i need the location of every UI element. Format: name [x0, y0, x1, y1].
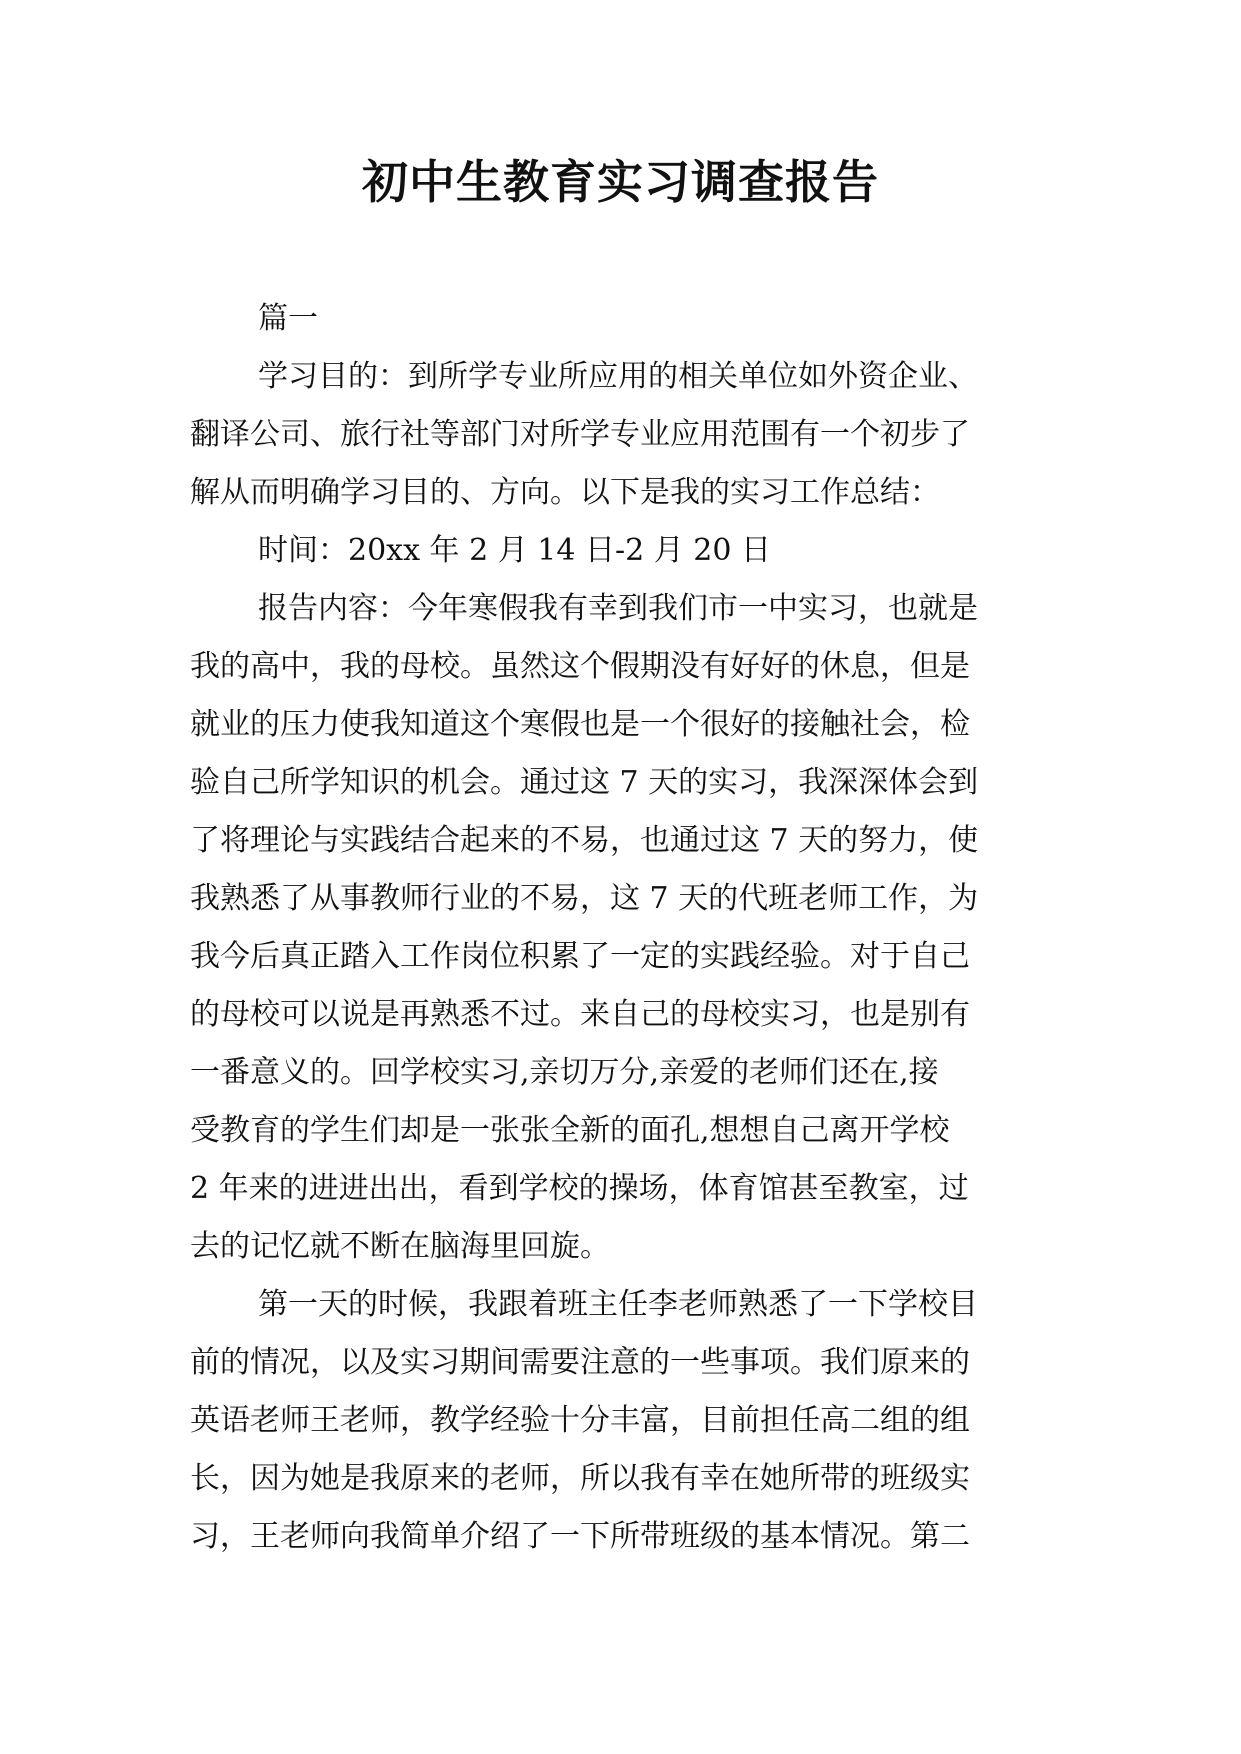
- paragraph-line: 的母校可以说是再熟悉不过。来自己的母校实习，也是别有: [190, 997, 970, 1032]
- section-heading: 篇一: [258, 301, 318, 336]
- paragraph-line: 前的情况，以及实习期间需要注意的一些事项。我们原来的: [190, 1345, 970, 1380]
- document-title: 初中生教育实习调查报告: [362, 155, 879, 209]
- paragraph-line: 时间：20xx 年 2 月 14 日-2 月 20 日: [258, 533, 771, 568]
- paragraph-line: 报告内容：今年寒假我有幸到我们市一中实习，也就是: [258, 591, 978, 626]
- paragraph-line: 我今后真正踏入工作岗位积累了一定的实践经验。对于自己: [190, 939, 970, 974]
- paragraph-line: 翻译公司、旅行社等部门对所学专业应用范围有一个初步了: [190, 417, 970, 452]
- paragraph-line: 习，王老师向我简单介绍了一下所带班级的基本情况。第二: [190, 1519, 970, 1554]
- paragraph-line: 英语老师王老师，教学经验十分丰富，目前担任高二组的组: [190, 1403, 970, 1438]
- paragraph-line: 第一天的时候，我跟着班主任李老师熟悉了一下学校目: [258, 1287, 978, 1322]
- paragraph-line: 我的高中，我的母校。虽然这个假期没有好好的休息，但是: [190, 649, 970, 684]
- paragraph-line: 了将理论与实践结合起来的不易，也通过这 7 天的努力，使: [190, 823, 979, 858]
- paragraph-line: 一番意义的。回学校实习,亲切万分,亲爱的老师们还在,接: [190, 1055, 939, 1090]
- paragraph-line: 2 年来的进进出出，看到学校的操场，体育馆甚至教室，过: [190, 1171, 969, 1206]
- paragraph-line: 验自己所学知识的机会。通过这 7 天的实习，我深深体会到: [190, 765, 979, 800]
- paragraph-line: 长，因为她是我原来的老师，所以我有幸在她所带的班级实: [190, 1461, 970, 1496]
- paragraph-line: 学习目的：到所学专业所应用的相关单位如外资企业、: [258, 359, 978, 394]
- paragraph-line: 受教育的学生们却是一张张全新的面孔,想想自己离开学校: [190, 1113, 950, 1148]
- paragraph-line: 我熟悉了从事教师行业的不易，这 7 天的代班老师工作，为: [190, 881, 979, 916]
- paragraph-line: 就业的压力使我知道这个寒假也是一个很好的接触社会，检: [190, 707, 970, 742]
- paragraph-line: 去的记忆就不断在脑海里回旋。: [190, 1229, 610, 1264]
- paragraph-line: 解从而明确学习目的、方向。以下是我的实习工作总结：: [190, 475, 940, 510]
- document-body: [190, 290, 1060, 1566]
